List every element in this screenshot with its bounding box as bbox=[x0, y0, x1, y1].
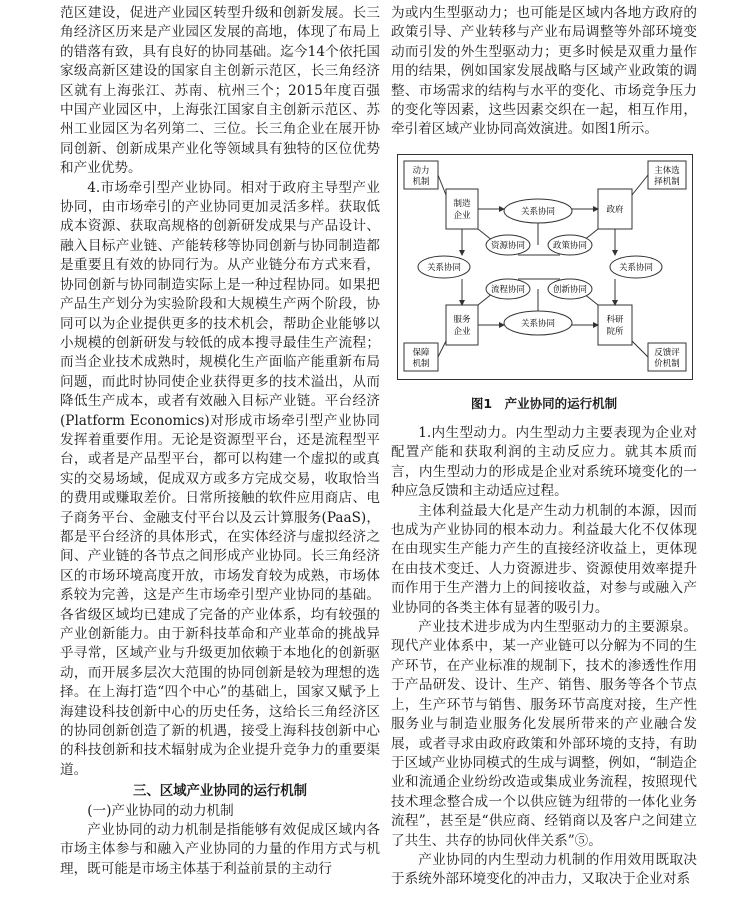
inner-box-research bbox=[598, 305, 632, 345]
section-title: 三、区域产业协同的运行机制 bbox=[132, 784, 308, 800]
corner-tl-line2: 机制 bbox=[412, 177, 430, 187]
corner-box-guarantee bbox=[404, 343, 438, 371]
inner-box-service bbox=[446, 305, 478, 345]
oval-left-label: 关系协同 bbox=[426, 263, 462, 273]
oval-bottom-label: 关系协同 bbox=[520, 319, 556, 329]
oval-relation-bottom bbox=[504, 311, 572, 335]
corner-br-line2: 价机制 bbox=[654, 359, 680, 369]
inner-svc-line2: 企业 bbox=[453, 327, 471, 337]
oval-innovation-label: 创新协同 bbox=[552, 285, 588, 295]
corner-box-selection bbox=[648, 161, 686, 189]
mechanism-diagram bbox=[398, 155, 692, 379]
corner-bl-line1: 保障 bbox=[412, 348, 430, 358]
oval-relation-left bbox=[418, 256, 470, 278]
inner-box-manufacturing bbox=[446, 189, 478, 229]
inner-res-line1: 科研 bbox=[606, 315, 624, 325]
oval-policy bbox=[548, 235, 592, 255]
inner-mfg-line1: 制造 bbox=[453, 199, 471, 209]
corner-box-dynamic bbox=[404, 161, 438, 189]
corner-box-feedback bbox=[648, 343, 686, 371]
subsection-title: (一)产业协同的动力机制 bbox=[87, 802, 234, 819]
right-column-top bbox=[391, 4, 697, 140]
inner-box-government bbox=[598, 189, 632, 229]
right-paragraph-4: 产业技术进步成为内生型驱动力的主要源泉。现代产业体系中，某一产业链可以分解为不同的生产环节，在产业标准的规制下，技术的渗透性作用于产品研发、设计、生产、销售、服务等各个节点上，生产环节与销售、服务环节高度对接，生产性服务业与制造业服务化发展所带来的产业融合发展，或者寻求由政府政策和外部环境的支持，有助于区域产业协同模式的生成与调整，例如，“制造企业和流通企业纷纷改造或集成业务流程，按照现代技术理念整合成一个以供应链为纽带的一体化业务流程”，甚至是“供应商、经销商以及客户之间建立了共生、共存的协同伙伴关系”⑤。 bbox=[391, 619, 698, 849]
inner-gov-line1: 政府 bbox=[606, 205, 624, 215]
corner-br-line1: 反馈评 bbox=[654, 348, 680, 358]
right-paragraph-5: 产业协同的内生型动力机制的作用效用既取决于系统外部环境变化的冲击力，又取决于企业对系 bbox=[391, 851, 697, 888]
right-column-bottom bbox=[391, 424, 697, 890]
oval-process-label: 流程协同 bbox=[490, 285, 526, 295]
left-paragraph-2: 4.市场牵引型产业协同。相对于政府主导型产业协同，由市场牵引的产业协同更加灵活多样。获取低成本资源、获取高规格的创新研发成果与产品设计、融入目标产业链、产能转移等协同创新与协同制造都是重要且有效的协同行为。从产业链分布方式来看，协同创新与协同制造实际上是一种过程协同。如果把产品生产划分为实验阶段和大规模生产两个阶段，协同可以为企业提供更多的技术机会，帮助企业能够以小规模的创新研发与较低的成本搜寻最佳生产流程；而当企业技术成熟时，规模化生产面临产能重新布局问题，而此时协同使企业获得更多的技术溢出，从而降低生产成本，或者有效融入目标产业链。平台经济(Platform Economics)对形成市场牵引型产业协同发挥着重要作用。无论是资源型平台，还是流程型平台，或者是产品型平台，都可以构建一个虚拟的或真实的交易场域，促成双方或多方完成交易，收取恰当的费用或赚取差价。日常所接触的软件应用商店、电子商务平台、金融支付平台以及云计算服务(PaaS)，都是平台经济的具体形式，在实体经济与虚拟经济之间、产业链的各节点之间形成产业协同。长三角经济区的市场环境高度开放，市场发育较为成熟，市场体系较为完善，这是产生市场牵引型产业协同的基础。各省级区域均已建成了完备的产业体系，均有较强的产业创新能力。由于新科技革命和产业革命的挑战异乎寻常，区域产业与升级更加依赖于本地化的创新驱动，而开展多层次大范围的协同创新是较为理想的选择。在上海打造“四个中心”的基础上，国家又赋予上海建设科技创新中心的历史任务，这给长三角经济区的协同创新创造了新的机遇，接受上海科技创新中心的科技创新和技术辐射成为企业提升竞争力的重要渠道。 bbox=[60, 179, 380, 778]
oval-process bbox=[486, 279, 530, 299]
oval-right-label: 关系协同 bbox=[618, 263, 654, 273]
oval-innovation bbox=[548, 279, 592, 299]
corner-tl-line1: 动力 bbox=[412, 166, 430, 176]
corner-bl-line2: 机制 bbox=[412, 359, 430, 369]
left-column bbox=[60, 4, 380, 879]
oval-resource-label: 资源协同 bbox=[490, 241, 526, 251]
corner-tr-line1: 主体选 bbox=[654, 166, 680, 176]
right-paragraph-3: 主体利益最大化是产生动力机制的本源，因而也成为产业协同的根本动力。利益最大化不仅体现在由现实生产能力产生的直接经济收益上，更体现在由技术变迁、人力资源进步、资源使用效率提升而作用于生产潜力上的间接收益，对参与或融入产业协同的各类主体有显著的吸引力。 bbox=[391, 502, 697, 616]
left-paragraph-1: 范区建设，促进产业园区转型升级和创新发展。长三角经济区历来是产业园区发展的高地，体现了布局上的错落有致，具有良好的协同基础。迄今14个依托国家级高新区建设的国家自主创新示范区，长三角经济区就有上海张江、苏南、杭州三个；2015年度百强中国产业园区中，上海张江国家自主创新示范区、苏州工业园区为名列第二、三位。长三角企业在展开协同创新、创新成果产业化等领域具有独特的区位优势和产业优势。 bbox=[60, 5, 380, 177]
oval-resource bbox=[486, 235, 530, 255]
right-paragraph-1: 为或内生型驱动力；也可能是区域内各地方政府的政策引导、产业转移与产业布局调整等外部环境变动而引发的外生型驱动力；更多时候是双重力量作用的结果，例如国家发展战略与区域产业政策的调整、市场需求的结构与水平的变化、市场竞争压力的变化等因素，这些因素交织在一起，相互作用，牵引着区域产业协同高效演进。如图1所示。 bbox=[391, 5, 697, 138]
figure-1-diagram bbox=[397, 154, 693, 380]
inner-res-line2: 院所 bbox=[606, 327, 624, 337]
oval-policy-label: 政策协同 bbox=[552, 241, 588, 251]
inner-mfg-line2: 企业 bbox=[453, 211, 471, 221]
oval-relation-top bbox=[504, 199, 572, 223]
oval-relation-right bbox=[610, 256, 662, 278]
oval-top-label: 关系协同 bbox=[520, 207, 556, 217]
figure-caption: 图1 产业协同的运行机制 bbox=[470, 396, 618, 411]
right-paragraph-2: 1.内生型动力。内生型动力主要表现为企业对配置产能和获取利润的主动反应力。就其本质而言，内生型动力的形成是企业对系统环境变化的一种应急反馈和主动适应过程。 bbox=[391, 425, 697, 500]
inner-svc-line1: 服务 bbox=[453, 315, 471, 325]
left-paragraph-3: 产业协同的动力机制是指能够有效促成区域内各市场主体参与和融入产业协同的力量的作用方式与机理，既可能是市场主体基于利益前景的主动行 bbox=[60, 822, 380, 877]
corner-tr-line2: 择机制 bbox=[654, 177, 680, 187]
